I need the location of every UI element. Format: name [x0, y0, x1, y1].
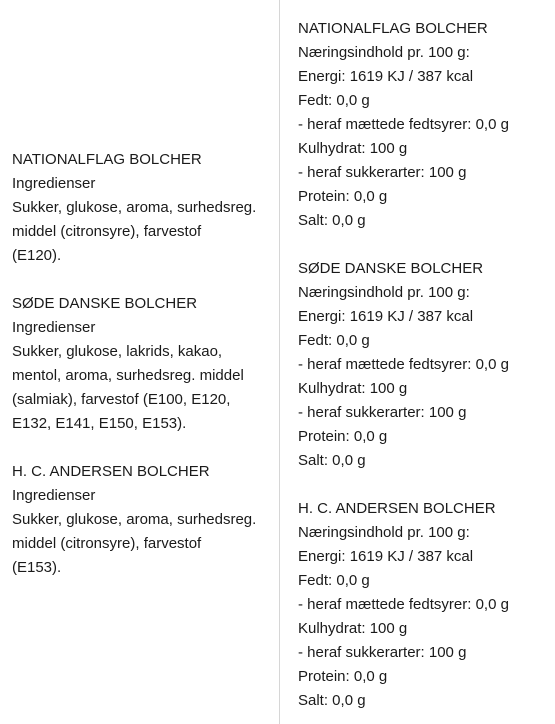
nutrition-line: - heraf sukkerarter: 100 g — [298, 404, 467, 421]
product-title: H. C. ANDERSEN BOLCHER — [12, 463, 210, 480]
product-title: SØDE DANSKE BOLCHER — [12, 295, 198, 312]
nutrition-line: Fedt: 0,0 g — [298, 92, 370, 109]
nutrition-line: Fedt: 0,0 g — [298, 332, 370, 349]
ingredients-text: E132, E141, E150, E153). — [12, 415, 187, 432]
nutrition-line: Protein: 0,0 g — [298, 668, 388, 685]
ingredients-label: Ingredienser — [12, 319, 96, 336]
ingredients-block-sode-danske — [12, 292, 274, 436]
column-divider — [279, 0, 280, 724]
nutrition-line: - heraf mættede fedtsyrer: 0,0 g — [298, 596, 509, 613]
nutrition-column — [298, 17, 548, 713]
nutrition-block-nationalflag — [298, 17, 548, 233]
nutrition-line: Næringsindhold pr. 100 g: — [298, 44, 470, 61]
nutrition-line: - heraf mættede fedtsyrer: 0,0 g — [298, 356, 509, 373]
product-title: NATIONALFLAG BOLCHER — [298, 20, 488, 37]
nutrition-line: Næringsindhold pr. 100 g: — [298, 524, 470, 541]
nutrition-line: Protein: 0,0 g — [298, 188, 388, 205]
nutrition-line: - heraf sukkerarter: 100 g — [298, 164, 467, 181]
nutrition-line: Salt: 0,0 g — [298, 692, 366, 709]
ingredients-text: (salmiak), farvestof (E100, E120, — [12, 391, 231, 408]
nutrition-line: Salt: 0,0 g — [298, 452, 366, 469]
ingredients-text: Sukker, glukose, aroma, surhedsreg. — [12, 199, 257, 216]
nutrition-block-hc-andersen — [298, 497, 548, 713]
ingredients-column — [12, 148, 274, 580]
ingredients-block-hc-andersen — [12, 460, 274, 580]
ingredients-label: Ingredienser — [12, 487, 96, 504]
product-title: SØDE DANSKE BOLCHER — [298, 260, 484, 277]
ingredients-text: Sukker, glukose, lakrids, kakao, — [12, 343, 223, 360]
ingredients-block-nationalflag — [12, 148, 274, 268]
ingredients-text: (E153). — [12, 559, 62, 576]
product-title: NATIONALFLAG BOLCHER — [12, 151, 202, 168]
ingredients-label: Ingredienser — [12, 175, 96, 192]
ingredients-text: middel (citronsyre), farvestof — [12, 223, 202, 240]
ingredients-text: Sukker, glukose, aroma, surhedsreg. — [12, 511, 257, 528]
nutrition-line: Kulhydrat: 100 g — [298, 620, 408, 637]
nutrition-block-sode-danske — [298, 257, 548, 473]
ingredients-text: (E120). — [12, 247, 62, 264]
ingredients-text: middel (citronsyre), farvestof — [12, 535, 202, 552]
nutrition-line: Energi: 1619 KJ / 387 kcal — [298, 68, 474, 85]
nutrition-line: Kulhydrat: 100 g — [298, 380, 408, 397]
nutrition-line: Kulhydrat: 100 g — [298, 140, 408, 157]
nutrition-line: Energi: 1619 KJ / 387 kcal — [298, 548, 474, 565]
nutrition-line: Protein: 0,0 g — [298, 428, 388, 445]
ingredients-text: mentol, aroma, surhedsreg. middel — [12, 367, 244, 384]
nutrition-line: Næringsindhold pr. 100 g: — [298, 284, 470, 301]
product-title: H. C. ANDERSEN BOLCHER — [298, 500, 496, 517]
nutrition-line: - heraf mættede fedtsyrer: 0,0 g — [298, 116, 509, 133]
nutrition-line: Energi: 1619 KJ / 387 kcal — [298, 308, 474, 325]
nutrition-line: - heraf sukkerarter: 100 g — [298, 644, 467, 661]
nutrition-line: Fedt: 0,0 g — [298, 572, 370, 589]
nutrition-line: Salt: 0,0 g — [298, 212, 366, 229]
